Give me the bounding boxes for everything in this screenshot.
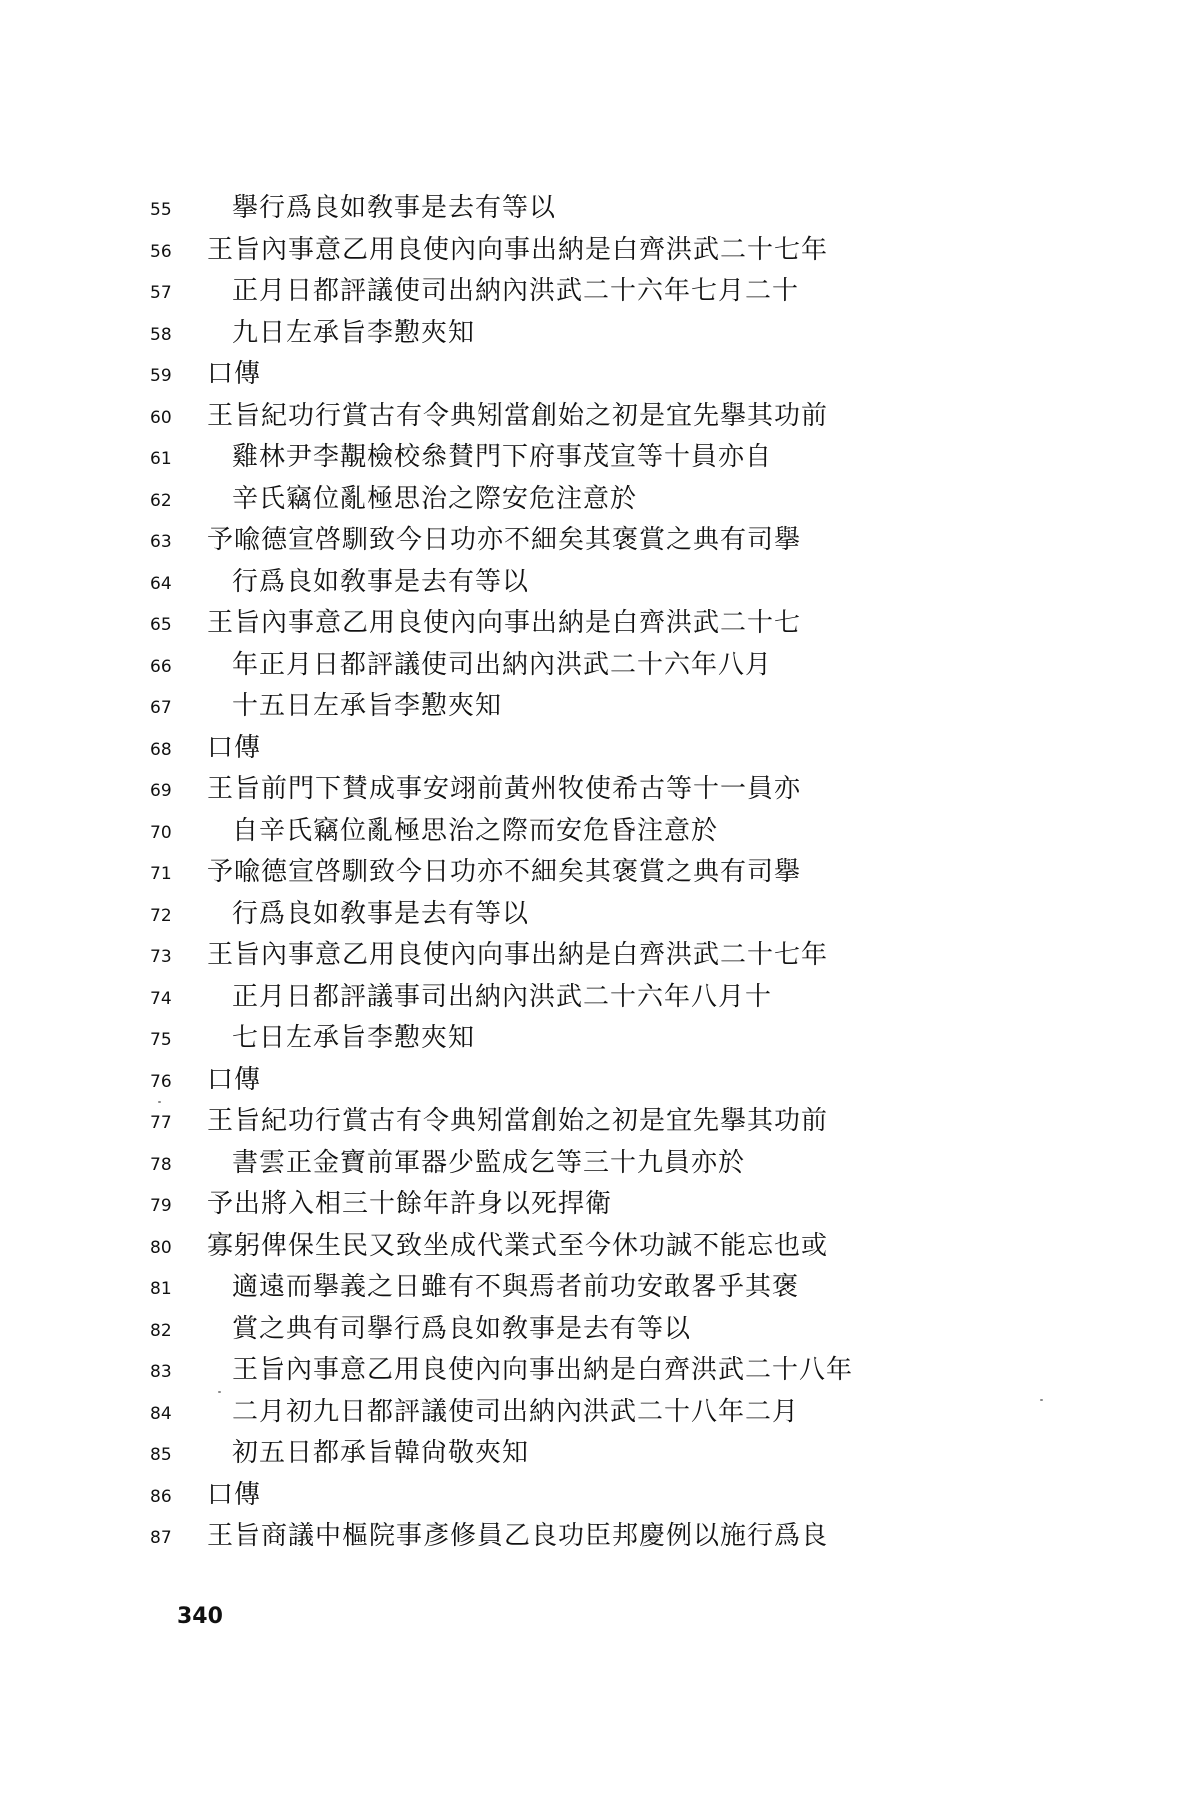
line-number: 67	[150, 698, 172, 718]
line-text: 正月日都評議使司出納內洪武二十六年七月二十	[232, 276, 800, 306]
line-number: 63	[150, 532, 172, 552]
line-number: 82	[150, 1320, 172, 1341]
text-line	[150, 771, 1050, 813]
line-number: 77	[150, 1113, 172, 1133]
scan-speck	[1040, 1399, 1043, 1401]
line-number: 70	[150, 822, 172, 843]
line-number: 86	[150, 1486, 172, 1507]
line-number: 87	[150, 1528, 172, 1548]
text-line	[150, 1352, 1050, 1394]
text-line	[150, 688, 1050, 730]
line-text: 自辛氏竊位亂極思治之際而安危昏注意於	[232, 815, 719, 846]
text-line	[150, 1269, 1050, 1311]
text-line	[150, 979, 1050, 1021]
line-text: 王旨紀功行賞古有令典矧當創始之初是宜先擧其功前	[207, 400, 829, 431]
scan-speck	[158, 1101, 161, 1103]
line-number: 84	[150, 1403, 172, 1424]
line-number: 76	[150, 1071, 172, 1092]
line-number: 74	[150, 988, 172, 1009]
line-number: 62	[150, 490, 172, 511]
line-text: 行爲良如敎事是去有等以	[232, 566, 530, 597]
line-text: 適遠而擧義之日雖有不與焉者前功安敢畧乎其褒	[232, 1272, 800, 1302]
text-line	[150, 1228, 1050, 1270]
line-text: 王旨內事意乙用良使內向事出納是白齊洪武二十七	[207, 608, 802, 638]
line-text: 雞林尹李覯檢校叅賛門下府事茂宣等十員亦自	[232, 442, 773, 472]
text-line	[150, 398, 1050, 440]
line-text: 九日左承旨李懃夾知	[232, 317, 476, 348]
line-number: 64	[150, 573, 172, 594]
text-line	[150, 1435, 1050, 1477]
line-text: 王旨商議中樞院事彥修員乙良功臣邦慶例以施行爲良	[207, 1521, 829, 1551]
line-text: 初五日都承旨韓尙敬夾知	[232, 1438, 530, 1468]
text-line	[150, 1311, 1050, 1353]
text-line	[150, 315, 1050, 357]
line-text: 十五日左承旨李懃夾知	[232, 691, 503, 721]
scan-speck	[218, 1391, 221, 1393]
line-number: 71	[150, 864, 172, 884]
text-line	[150, 481, 1050, 523]
text-line	[150, 813, 1050, 855]
line-text: 正月日都評議事司出納內洪武二十六年八月十	[232, 981, 773, 1012]
text-line	[150, 439, 1050, 481]
line-text: 口傳	[207, 732, 262, 763]
line-number: 73	[150, 947, 172, 967]
text-line	[150, 1394, 1050, 1436]
line-text: 王旨內事意乙用良使內向事出納是白齊洪武二十七年	[207, 940, 829, 970]
line-text: 七日左承旨李懃夾知	[232, 1023, 476, 1053]
text-line	[150, 730, 1050, 772]
line-text: 年正月日都評議使司出納內洪武二十六年八月	[232, 649, 773, 680]
line-text: 予出將入相三十餘年許身以死捍衛	[207, 1189, 613, 1219]
line-number: 80	[150, 1237, 172, 1258]
line-number: 79	[150, 1196, 172, 1216]
text-line	[150, 1103, 1050, 1145]
line-text: 行爲良如敎事是去有等以	[232, 898, 530, 929]
line-text: 擧行爲良如敎事是去有等以	[232, 193, 557, 223]
line-text: 予喩德宣啓馴致今日功亦不細矣其褒賞之典有司擧	[207, 525, 802, 555]
line-number: 60	[150, 407, 172, 428]
text-line	[150, 854, 1050, 896]
line-number: 55	[150, 200, 172, 220]
line-text: 寡躬俾保生民又致坐成代業式至今休功誠不能忘也或	[207, 1230, 829, 1261]
text-lines	[150, 190, 1050, 1560]
page-number: 340	[177, 1604, 223, 1629]
line-number: 66	[150, 656, 172, 677]
line-text: 書雲正金寶前軍器少監成乞等三十九員亦於	[232, 1147, 746, 1178]
line-text: 口傳	[207, 1064, 262, 1095]
line-number: 83	[150, 1362, 172, 1382]
text-line	[150, 1477, 1050, 1519]
line-number: 56	[150, 241, 172, 262]
line-number: 69	[150, 781, 172, 801]
line-number: 61	[150, 449, 172, 469]
text-line	[150, 1186, 1050, 1228]
text-line	[150, 1145, 1050, 1187]
line-number: 78	[150, 1154, 172, 1175]
line-number: 75	[150, 1030, 172, 1050]
line-number: 65	[150, 615, 172, 635]
line-number: 59	[150, 366, 172, 386]
line-number: 81	[150, 1279, 172, 1299]
text-line	[150, 356, 1050, 398]
line-text: 辛氏竊位亂極思治之際安危注意於	[232, 483, 638, 514]
text-line	[150, 1518, 1050, 1560]
line-number: 85	[150, 1445, 172, 1465]
line-text: 予喩德宣啓馴致今日功亦不細矣其褒賞之典有司擧	[207, 857, 802, 887]
line-number: 68	[150, 739, 172, 760]
text-line	[150, 605, 1050, 647]
text-line	[150, 564, 1050, 606]
text-line	[150, 232, 1050, 274]
line-number: 57	[150, 283, 172, 303]
line-number: 58	[150, 324, 172, 345]
line-text: 王旨內事意乙用良使內向事出納是白齊洪武二十七年	[207, 234, 829, 265]
line-text: 口傳	[207, 359, 262, 389]
line-text: 賞之典有司擧行爲良如敎事是去有等以	[232, 1313, 692, 1344]
text-line	[150, 190, 1050, 232]
text-line	[150, 937, 1050, 979]
text-line	[150, 647, 1050, 689]
line-text: 二月初九日都評議使司出納內洪武二十八年二月	[232, 1396, 800, 1427]
text-line	[150, 1062, 1050, 1104]
text-line	[150, 273, 1050, 315]
text-line	[150, 1020, 1050, 1062]
line-number: 72	[150, 905, 172, 926]
text-line	[150, 896, 1050, 938]
text-line	[150, 522, 1050, 564]
line-text: 王旨紀功行賞古有令典矧當創始之初是宜先擧其功前	[207, 1106, 829, 1136]
line-text: 口傳	[207, 1479, 262, 1510]
line-text: 王旨內事意乙用良使內向事出納是白齊洪武二十八年	[232, 1355, 854, 1385]
line-text: 王旨前門下賛成事安翊前黃州牧使希古等十一員亦	[207, 774, 802, 804]
